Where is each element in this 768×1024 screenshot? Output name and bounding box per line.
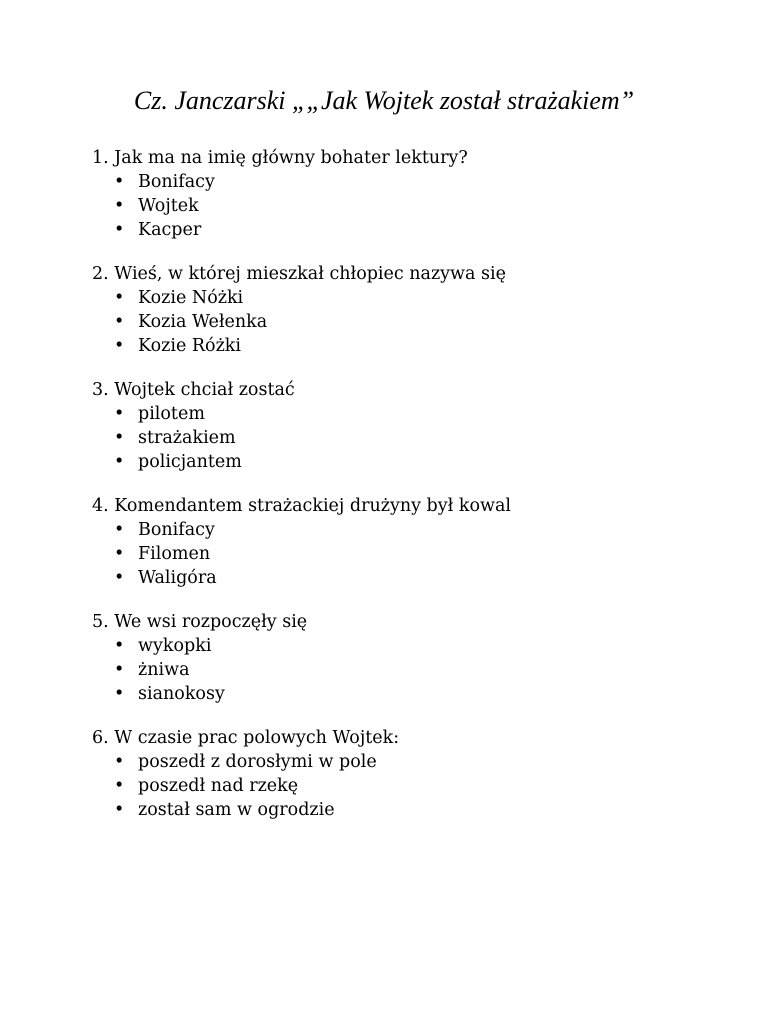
answer-text: Waligóra	[138, 568, 217, 588]
question-text: 4. Komendantem strażackiej drużyny był kowal	[92, 496, 512, 516]
answer-list	[92, 518, 732, 590]
question-list	[92, 146, 732, 842]
answer-text: pilotem	[138, 404, 205, 424]
answer-option	[92, 218, 732, 242]
answer-option	[92, 658, 732, 682]
answer-text: Kacper	[138, 220, 202, 240]
answer-list	[92, 634, 732, 706]
answer-text: Kozie Nóżki	[138, 288, 244, 308]
question-2	[92, 262, 732, 358]
answer-text: żniwa	[138, 660, 190, 680]
question-5	[92, 610, 732, 706]
bullet-icon: •	[114, 776, 125, 796]
answer-text: Kozia Wełenka	[138, 312, 268, 332]
answer-option	[92, 634, 732, 658]
answer-text: Bonifacy	[138, 520, 215, 540]
answer-option	[92, 286, 732, 310]
answer-option	[92, 194, 732, 218]
bullet-icon: •	[114, 544, 125, 564]
answer-option	[92, 334, 732, 358]
answer-text: został sam w ogrodzie	[138, 800, 335, 820]
answer-list	[92, 750, 732, 822]
bullet-icon: •	[114, 336, 125, 356]
answer-option	[92, 450, 732, 474]
question-text: 5. We wsi rozpoczęły się	[92, 612, 308, 632]
answer-option	[92, 566, 732, 590]
bullet-icon: •	[114, 452, 125, 472]
answer-list	[92, 170, 732, 242]
question-6	[92, 726, 732, 822]
question-3	[92, 378, 732, 474]
answer-list	[92, 402, 732, 474]
bullet-icon: •	[114, 312, 125, 332]
bullet-icon: •	[114, 636, 125, 656]
answer-option	[92, 402, 732, 426]
answer-text: Wojtek	[138, 196, 199, 216]
answer-option	[92, 426, 732, 450]
question-1	[92, 146, 732, 242]
answer-option	[92, 750, 732, 774]
question-text: 1. Jak ma na imię główny bohater lektury?	[92, 148, 468, 168]
answer-option	[92, 798, 732, 822]
bullet-icon: •	[114, 220, 125, 240]
bullet-icon: •	[114, 196, 125, 216]
bullet-icon: •	[114, 428, 125, 448]
question-text: 3. Wojtek chciał zostać	[92, 380, 295, 400]
question-4	[92, 494, 732, 590]
bullet-icon: •	[114, 800, 125, 820]
answer-option	[92, 518, 732, 542]
answer-text: strażakiem	[138, 428, 236, 448]
bullet-icon: •	[114, 684, 125, 704]
answer-text: poszedł z dorosłymi w pole	[138, 752, 377, 772]
answer-text: poszedł nad rzekę	[138, 776, 299, 796]
question-text: 6. W czasie prac polowych Wojtek:	[92, 728, 400, 748]
bullet-icon: •	[114, 660, 125, 680]
answer-text: Kozie Różki	[138, 336, 242, 356]
bullet-icon: •	[114, 752, 125, 772]
answer-option	[92, 170, 732, 194]
answer-text: Bonifacy	[138, 172, 215, 192]
answer-text: Filomen	[138, 544, 211, 564]
answer-list	[92, 286, 732, 358]
bullet-icon: •	[114, 520, 125, 540]
answer-text: policjantem	[138, 452, 242, 472]
answer-text: wykopki	[138, 636, 212, 656]
answer-option	[92, 774, 732, 798]
bullet-icon: •	[114, 568, 125, 588]
bullet-icon: •	[114, 288, 125, 308]
answer-option	[92, 310, 732, 334]
document-title: Cz. Janczarski „„Jak Wojtek został strażakiem”	[133, 86, 635, 115]
answer-text: sianokosy	[138, 684, 225, 704]
answer-option	[92, 682, 732, 706]
bullet-icon: •	[114, 172, 125, 192]
question-text: 2. Wieś, w której mieszkał chłopiec nazywa się	[92, 264, 506, 284]
answer-option	[92, 542, 732, 566]
bullet-icon: •	[114, 404, 125, 424]
